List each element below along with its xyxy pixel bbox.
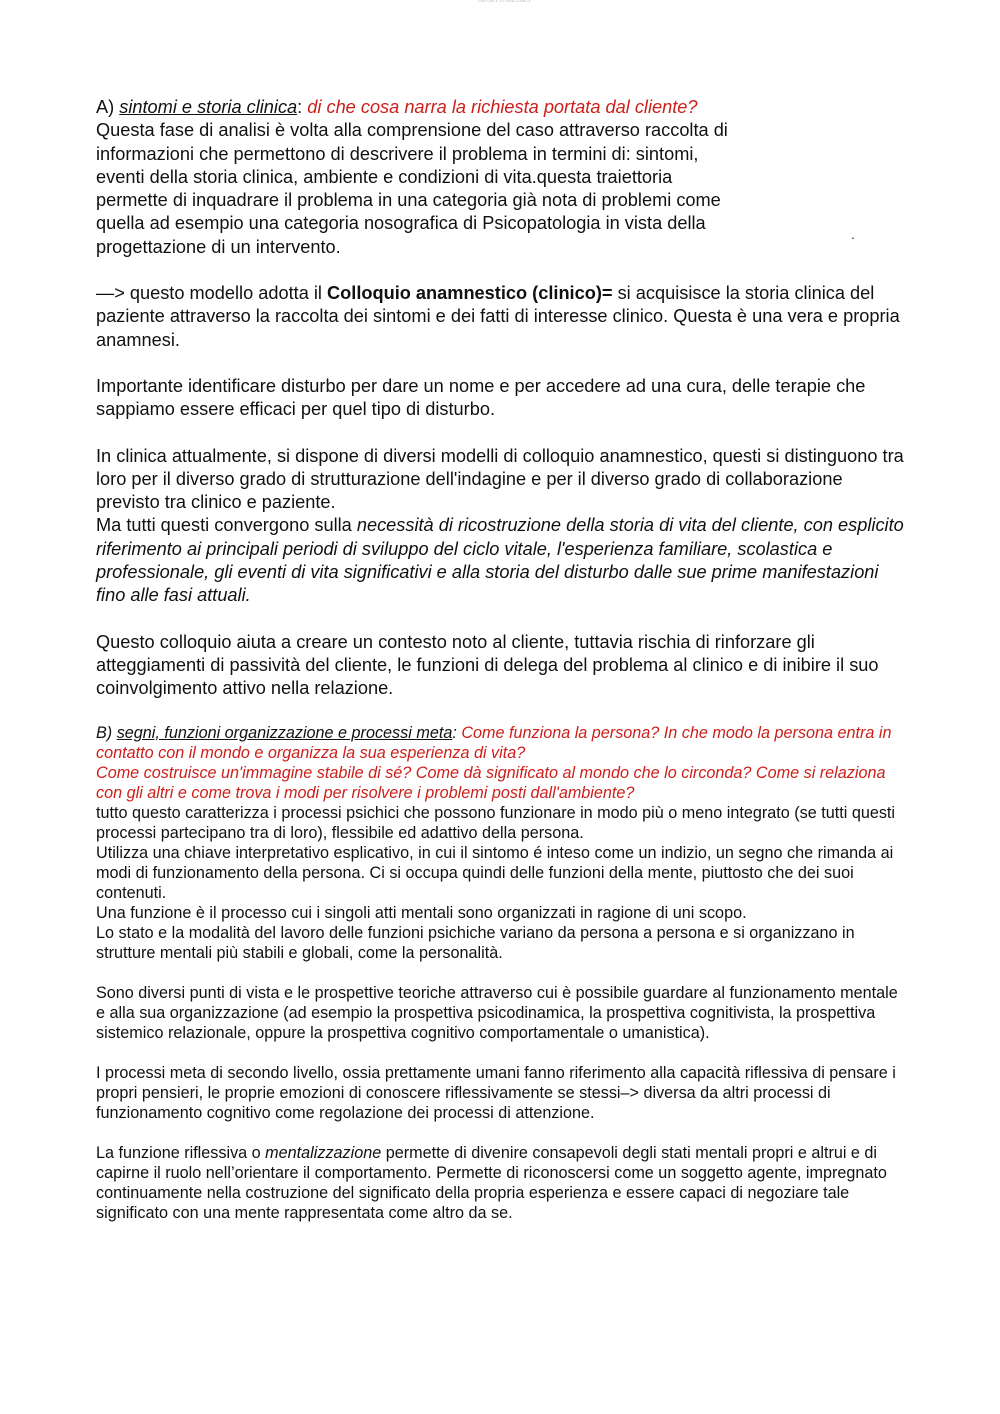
convergenza-paragraph	[96, 514, 908, 607]
section-b-p4: Lo stato e la modalità del lavoro delle funzioni psichiche variano da persona a persona e si organizzano in strutture mentali più stabili e globali, come la personalità.	[96, 923, 855, 962]
section-b-p7-rest: permette di divenire consapevoli degli stati mentali propri e altrui e di capirne il ruolo nell’orientare il comportamento. Permette di riconoscersi come un soggetto agente, impregnato continuamente nella costruzione del significato della propria esperienza e essere capaci di negoziare tale significato con una mente rappresentata come altro da se.	[96, 1143, 887, 1222]
section-b-p7	[96, 1143, 908, 1223]
colloquio-term: Colloquio anamnestico (clinico)=	[327, 283, 613, 304]
convergenza-italic: necessità di ricostruzione della storia di vita del cliente, con esplicito riferimento ai principali periodi di sviluppo del ciclo vitale, l'esperienza familiare, scolastica e professionale, gli eventi di vita significativi e alla storia del disturbo dalle sue prime manifestazioni fino alle fasi attuali.	[96, 515, 904, 606]
section-b-question-2: Come costruisce un'immagine stabile di sé? Come dà significato al mondo che lo circonda? Come si relaziona con gli altri e come trova i modi per risolvere i problemi posti dall'ambiente?	[96, 763, 886, 802]
section-b-p2: Utilizza una chiave interpretativo esplicativo, in cui il sintomo é inteso come un indizio, un segno che rimanda ai modi di funzionamento della persona. Ci si occupa quindi delle funzioni della mente, piuttosto che dei suoi contenuti.	[96, 843, 894, 902]
colloquio-prefix: —> questo modello adotta il	[96, 283, 328, 304]
colloquio-paragraph	[96, 282, 908, 352]
colloquio-definition: si acquisisce la storia clinica del paziente attraverso la raccolta dei sintomi e dei fatti di interesse clinico. Questa è una vera e propria anamnesi.	[96, 283, 900, 350]
section-b	[96, 723, 908, 1223]
page-header-mark: SINTOMI E STORIA CLINICA	[478, 0, 531, 3]
section-a-body: Questa fase di analisi è volta alla comprensione del caso attraverso raccolta di informazioni che permettono di descrivere il problema in termini di: sintomi, eventi della storia clinica, ambiente e condizioni di vita.questa traiettoria permette di inquadrare il problema in una categoria già nota di problemi come quella ad esempio una categoria nosografica di Psicopatologia in vista della progettazione di un intervento.	[96, 120, 728, 257]
section-b-marker: B)	[96, 723, 117, 742]
section-a-heading	[96, 96, 736, 119]
section-b-colon: :	[452, 723, 457, 742]
section-b-p6: I processi meta di secondo livello, ossia prettamente umani fanno riferimento alla capacità riflessiva di pensare i propri pensieri, le proprie emozioni di conoscere riflessivamente se stessi–> diversa da altri processi di funzionamento cognitivo come regolazione dei processi di attenzione.	[96, 1063, 896, 1122]
section-b-heading	[96, 723, 908, 763]
section-b-question-1: Come funziona la persona? In che modo la persona entra in contatto con il mondo e organizza la sua esperienza di vita?	[96, 723, 892, 762]
importante-paragraph: Importante identificare disturbo per dare un nome e per accedere ad una cura, delle terapie che sappiamo essere efficaci per quel tipo di disturbo.	[96, 375, 866, 420]
document-page	[96, 96, 908, 1223]
section-b-p5: Sono diversi punti di vista e le prospettive teoriche attraverso cui è possibile guardare al funzionamento mentale e alla sua organizzazione (ad esempio la prospettiva psicodinamica, la prospettiva cognitivista, la prospettiva sistemico relazionale, oppure la prospettiva cognitivo comportamentale o umanistica).	[96, 983, 898, 1042]
section-b-p7-term: mentalizzazione	[265, 1143, 382, 1162]
stray-dot: .	[851, 226, 855, 242]
section-b-p1: tutto questo caratterizza i processi psichici che possono funzionare in modo più o meno integrato (se tutti questi processi partecipano tra di loro), flessibile ed adattivo della persona.	[96, 803, 896, 842]
section-a	[96, 96, 736, 259]
section-a-question: di che cosa narra la richiesta portata dal cliente?	[307, 97, 698, 117]
modelli-paragraph: In clinica attualmente, si dispone di diversi modelli di colloquio anamnestico, questi si distinguono tra loro per il diverso grado di strutturazione dell'indagine e per il diverso grado di collaborazione previsto tra clinico e paziente.	[96, 445, 904, 513]
section-a-colon: :	[297, 97, 308, 117]
contesto-paragraph: Questo colloquio aiuta a creare un contesto noto al cliente, tuttavia rischia di rinforzare gli atteggiamenti di passività del cliente, le funzioni di delega del problema al clinico e di inibire il suo coinvolgimento attivo nella relazione.	[96, 631, 879, 699]
section-a-marker: A)	[96, 97, 120, 117]
convergenza-prefix: Ma tutti questi convergono sulla	[96, 515, 352, 536]
section-b-p3: Una funzione è il processo cui i singoli atti mentali sono organizzati in ragione di uni scopo.	[96, 903, 747, 922]
section-b-p7-prefix: La funzione riflessiva o	[96, 1143, 266, 1162]
section-a-title: sintomi e storia clinica	[119, 97, 298, 117]
section-b-title: segni, funzioni organizzazione e processi meta	[116, 723, 453, 742]
